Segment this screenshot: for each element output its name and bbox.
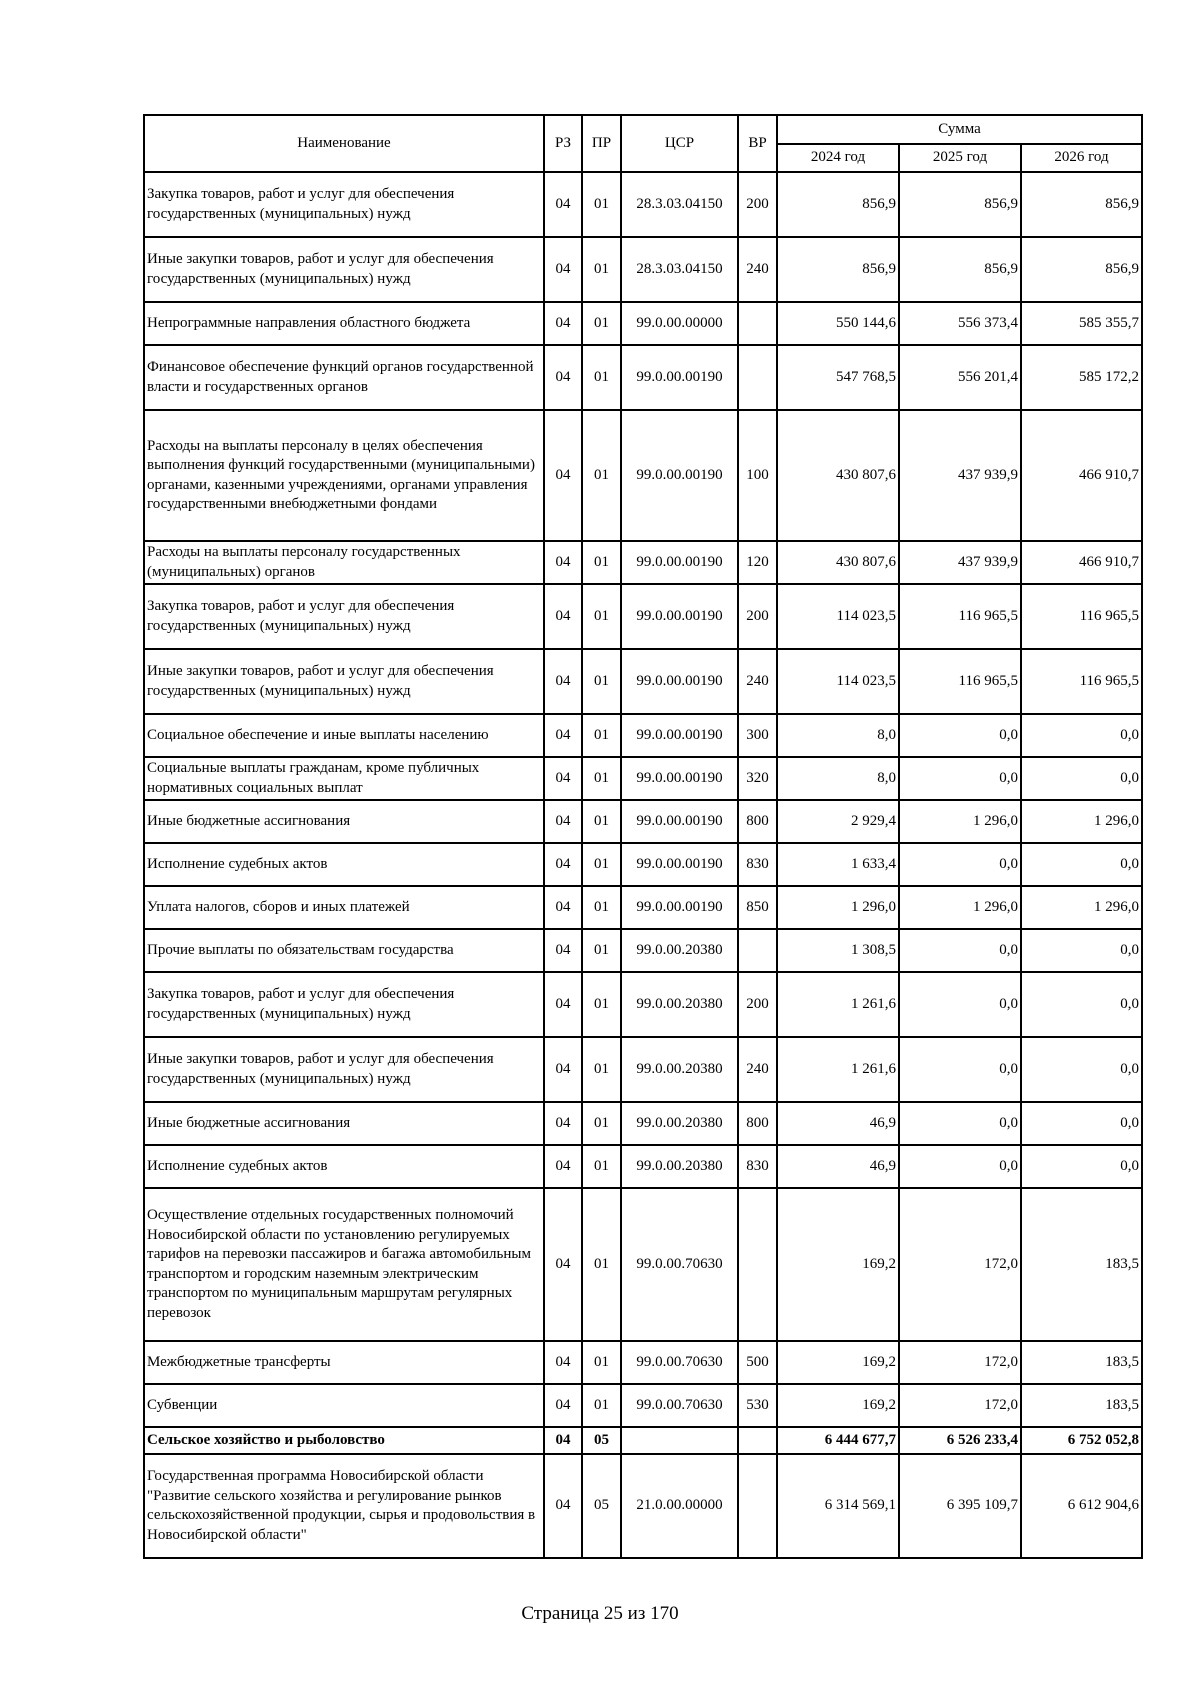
cell-csr: 99.0.00.00190 <box>621 541 738 584</box>
cell-vr: 800 <box>738 1102 777 1145</box>
cell-y2025: 172,0 <box>899 1384 1021 1427</box>
cell-y2025: 6 395 109,7 <box>899 1454 1021 1558</box>
cell-y2025: 1 296,0 <box>899 886 1021 929</box>
cell-rz: 04 <box>544 800 582 843</box>
cell-y2024: 856,9 <box>777 172 899 237</box>
cell-vr <box>738 345 777 410</box>
cell-y2026: 183,5 <box>1021 1341 1142 1384</box>
header-rz: РЗ <box>544 115 582 172</box>
cell-name: Расходы на выплаты персоналу в целях обеспечения выполнения функций государственными (муниципальными) органами, казенными учреждениями, органами управления государственными внебюджетными фондами <box>144 410 544 541</box>
table-row <box>144 1341 1142 1384</box>
cell-y2026: 116 965,5 <box>1021 584 1142 649</box>
cell-y2026: 466 910,7 <box>1021 541 1142 584</box>
cell-pr: 01 <box>582 1188 621 1341</box>
header-csr: ЦСР <box>621 115 738 172</box>
cell-rz: 04 <box>544 1427 582 1454</box>
cell-y2024: 114 023,5 <box>777 649 899 714</box>
cell-y2025: 0,0 <box>899 757 1021 800</box>
cell-rz: 04 <box>544 972 582 1037</box>
cell-y2024: 1 308,5 <box>777 929 899 972</box>
cell-name: Уплата налогов, сборов и иных платежей <box>144 886 544 929</box>
cell-y2026: 466 910,7 <box>1021 410 1142 541</box>
cell-pr: 01 <box>582 302 621 345</box>
cell-y2026: 1 296,0 <box>1021 800 1142 843</box>
table-row <box>144 1384 1142 1427</box>
cell-csr: 99.0.00.00190 <box>621 800 738 843</box>
cell-pr: 01 <box>582 237 621 302</box>
cell-rz: 04 <box>544 843 582 886</box>
cell-name: Государственная программа Новосибирской области "Развитие сельского хозяйства и регулирование рынков сельскохозяйственной продукции, сырья и продовольствия в Новосибирской области" <box>144 1454 544 1558</box>
cell-y2026: 856,9 <box>1021 172 1142 237</box>
table-row <box>144 541 1142 584</box>
cell-y2026: 116 965,5 <box>1021 649 1142 714</box>
table-row <box>144 302 1142 345</box>
cell-rz: 04 <box>544 757 582 800</box>
cell-name: Иные бюджетные ассигнования <box>144 800 544 843</box>
cell-pr: 01 <box>582 929 621 972</box>
cell-y2024: 547 768,5 <box>777 345 899 410</box>
cell-vr: 500 <box>738 1341 777 1384</box>
cell-pr: 01 <box>582 972 621 1037</box>
cell-y2025: 0,0 <box>899 843 1021 886</box>
cell-pr: 01 <box>582 843 621 886</box>
cell-y2025: 172,0 <box>899 1188 1021 1341</box>
cell-csr: 99.0.00.70630 <box>621 1188 738 1341</box>
cell-name: Социальное обеспечение и иные выплаты населению <box>144 714 544 757</box>
cell-rz: 04 <box>544 172 582 237</box>
cell-csr: 28.3.03.04150 <box>621 237 738 302</box>
cell-vr <box>738 1427 777 1454</box>
cell-y2025: 856,9 <box>899 237 1021 302</box>
cell-csr: 99.0.00.70630 <box>621 1384 738 1427</box>
cell-y2024: 169,2 <box>777 1188 899 1341</box>
cell-name: Иные закупки товаров, работ и услуг для обеспечения государственных (муниципальных) нужд <box>144 649 544 714</box>
cell-y2024: 1 633,4 <box>777 843 899 886</box>
table-row <box>144 172 1142 237</box>
cell-pr: 01 <box>582 410 621 541</box>
cell-vr: 320 <box>738 757 777 800</box>
cell-y2024: 6 314 569,1 <box>777 1454 899 1558</box>
cell-name: Закупка товаров, работ и услуг для обеспечения государственных (муниципальных) нужд <box>144 972 544 1037</box>
cell-y2025: 0,0 <box>899 1037 1021 1102</box>
cell-rz: 04 <box>544 1454 582 1558</box>
cell-y2026: 1 296,0 <box>1021 886 1142 929</box>
cell-rz: 04 <box>544 929 582 972</box>
cell-name: Исполнение судебных актов <box>144 843 544 886</box>
cell-y2025: 556 373,4 <box>899 302 1021 345</box>
cell-y2024: 430 807,6 <box>777 410 899 541</box>
cell-rz: 04 <box>544 1102 582 1145</box>
cell-y2026: 183,5 <box>1021 1384 1142 1427</box>
cell-vr: 830 <box>738 1145 777 1188</box>
cell-rz: 04 <box>544 1188 582 1341</box>
cell-rz: 04 <box>544 1384 582 1427</box>
cell-pr: 01 <box>582 714 621 757</box>
cell-y2025: 856,9 <box>899 172 1021 237</box>
cell-vr <box>738 929 777 972</box>
cell-vr: 800 <box>738 800 777 843</box>
cell-y2024: 430 807,6 <box>777 541 899 584</box>
budget-table <box>143 114 1143 1559</box>
cell-vr: 240 <box>738 237 777 302</box>
cell-y2025: 116 965,5 <box>899 649 1021 714</box>
cell-rz: 04 <box>544 345 582 410</box>
cell-csr: 99.0.00.20380 <box>621 929 738 972</box>
header-pr: ПР <box>582 115 621 172</box>
cell-csr: 99.0.00.00190 <box>621 714 738 757</box>
cell-name: Закупка товаров, работ и услуг для обеспечения государственных (муниципальных) нужд <box>144 584 544 649</box>
cell-vr: 200 <box>738 972 777 1037</box>
cell-name: Прочие выплаты по обязательствам государства <box>144 929 544 972</box>
cell-csr <box>621 1427 738 1454</box>
cell-y2025: 437 939,9 <box>899 541 1021 584</box>
cell-name: Финансовое обеспечение функций органов государственной власти и государственных органов <box>144 345 544 410</box>
cell-y2025: 116 965,5 <box>899 584 1021 649</box>
cell-csr: 99.0.00.20380 <box>621 1145 738 1188</box>
cell-csr: 99.0.00.00190 <box>621 649 738 714</box>
table-row <box>144 1454 1142 1558</box>
cell-vr: 120 <box>738 541 777 584</box>
cell-y2024: 856,9 <box>777 237 899 302</box>
cell-y2026: 0,0 <box>1021 1037 1142 1102</box>
cell-y2024: 114 023,5 <box>777 584 899 649</box>
cell-y2024: 1 261,6 <box>777 972 899 1037</box>
cell-y2025: 0,0 <box>899 1102 1021 1145</box>
cell-y2024: 8,0 <box>777 714 899 757</box>
cell-name: Осуществление отдельных государственных полномочий Новосибирской области по установлению регулируемых тарифов на перевозки пассажиров и багажа автомобильным транспортом и городским наземным электрическим транспортом по муниципальным маршрутам регулярных перевозок <box>144 1188 544 1341</box>
cell-y2026: 183,5 <box>1021 1188 1142 1341</box>
cell-y2026: 585 355,7 <box>1021 302 1142 345</box>
table-row <box>144 800 1142 843</box>
header-vr: ВР <box>738 115 777 172</box>
page-number: Страница 25 из 170 <box>521 1603 679 1624</box>
cell-name: Социальные выплаты гражданам, кроме публичных нормативных социальных выплат <box>144 757 544 800</box>
cell-y2025: 556 201,4 <box>899 345 1021 410</box>
cell-y2024: 46,9 <box>777 1145 899 1188</box>
table-row <box>144 714 1142 757</box>
cell-name: Непрограммные направления областного бюджета <box>144 302 544 345</box>
cell-y2024: 169,2 <box>777 1384 899 1427</box>
cell-pr: 01 <box>582 1102 621 1145</box>
cell-name: Расходы на выплаты персоналу государственных (муниципальных) органов <box>144 541 544 584</box>
cell-name: Закупка товаров, работ и услуг для обеспечения государственных (муниципальных) нужд <box>144 172 544 237</box>
cell-vr: 240 <box>738 649 777 714</box>
cell-pr: 01 <box>582 541 621 584</box>
cell-name: Межбюджетные трансферты <box>144 1341 544 1384</box>
cell-vr: 530 <box>738 1384 777 1427</box>
cell-vr <box>738 302 777 345</box>
cell-pr: 01 <box>582 649 621 714</box>
cell-pr: 01 <box>582 800 621 843</box>
cell-y2024: 6 444 677,7 <box>777 1427 899 1454</box>
cell-pr: 01 <box>582 172 621 237</box>
cell-rz: 04 <box>544 237 582 302</box>
table-row <box>144 649 1142 714</box>
cell-y2026: 0,0 <box>1021 972 1142 1037</box>
table-body <box>144 172 1142 1558</box>
table-row <box>144 972 1142 1037</box>
cell-y2026: 6 612 904,6 <box>1021 1454 1142 1558</box>
cell-csr: 99.0.00.00000 <box>621 302 738 345</box>
cell-vr <box>738 1454 777 1558</box>
cell-y2024: 8,0 <box>777 757 899 800</box>
cell-y2025: 6 526 233,4 <box>899 1427 1021 1454</box>
header-year-2025: 2025 год <box>899 144 1021 172</box>
table-row <box>144 410 1142 541</box>
table-row <box>144 1188 1142 1341</box>
cell-csr: 99.0.00.00190 <box>621 410 738 541</box>
cell-y2026: 0,0 <box>1021 929 1142 972</box>
cell-csr: 99.0.00.20380 <box>621 1102 738 1145</box>
table-row <box>144 929 1142 972</box>
table-row <box>144 1145 1142 1188</box>
cell-csr: 99.0.00.00190 <box>621 843 738 886</box>
cell-vr: 200 <box>738 584 777 649</box>
cell-rz: 04 <box>544 649 582 714</box>
table-row <box>144 1037 1142 1102</box>
cell-csr: 99.0.00.20380 <box>621 972 738 1037</box>
cell-vr: 300 <box>738 714 777 757</box>
cell-y2025: 0,0 <box>899 1145 1021 1188</box>
table-row <box>144 1427 1142 1454</box>
cell-pr: 01 <box>582 345 621 410</box>
cell-csr: 99.0.00.00190 <box>621 345 738 410</box>
cell-vr: 830 <box>738 843 777 886</box>
cell-y2024: 46,9 <box>777 1102 899 1145</box>
header-name: Наименование <box>144 115 544 172</box>
cell-name: Иные бюджетные ассигнования <box>144 1102 544 1145</box>
cell-rz: 04 <box>544 1341 582 1384</box>
cell-pr: 01 <box>582 584 621 649</box>
cell-y2026: 0,0 <box>1021 714 1142 757</box>
cell-pr: 05 <box>582 1427 621 1454</box>
cell-name: Субвенции <box>144 1384 544 1427</box>
cell-rz: 04 <box>544 410 582 541</box>
table-row <box>144 584 1142 649</box>
cell-y2025: 0,0 <box>899 714 1021 757</box>
cell-rz: 04 <box>544 584 582 649</box>
cell-vr: 100 <box>738 410 777 541</box>
table-row <box>144 237 1142 302</box>
cell-csr: 99.0.00.70630 <box>621 1341 738 1384</box>
cell-vr: 850 <box>738 886 777 929</box>
table-row <box>144 1102 1142 1145</box>
cell-csr: 99.0.00.00190 <box>621 886 738 929</box>
cell-y2026: 856,9 <box>1021 237 1142 302</box>
cell-name: Сельское хозяйство и рыболовство <box>144 1427 544 1454</box>
cell-y2026: 6 752 052,8 <box>1021 1427 1142 1454</box>
cell-rz: 04 <box>544 714 582 757</box>
cell-rz: 04 <box>544 541 582 584</box>
cell-pr: 01 <box>582 757 621 800</box>
cell-csr: 99.0.00.20380 <box>621 1037 738 1102</box>
table-row <box>144 757 1142 800</box>
cell-y2025: 172,0 <box>899 1341 1021 1384</box>
cell-vr: 240 <box>738 1037 777 1102</box>
cell-y2026: 0,0 <box>1021 757 1142 800</box>
cell-rz: 04 <box>544 1037 582 1102</box>
cell-y2026: 0,0 <box>1021 1145 1142 1188</box>
header-year-2026: 2026 год <box>1021 144 1142 172</box>
cell-y2024: 169,2 <box>777 1341 899 1384</box>
table-row <box>144 843 1142 886</box>
cell-y2026: 585 172,2 <box>1021 345 1142 410</box>
cell-pr: 01 <box>582 886 621 929</box>
cell-y2024: 2 929,4 <box>777 800 899 843</box>
cell-pr: 01 <box>582 1341 621 1384</box>
cell-name: Иные закупки товаров, работ и услуг для обеспечения государственных (муниципальных) нужд <box>144 237 544 302</box>
cell-pr: 01 <box>582 1384 621 1427</box>
cell-y2026: 0,0 <box>1021 843 1142 886</box>
cell-name: Иные закупки товаров, работ и услуг для обеспечения государственных (муниципальных) нужд <box>144 1037 544 1102</box>
header-sum: Сумма <box>777 115 1142 144</box>
cell-y2025: 0,0 <box>899 972 1021 1037</box>
cell-csr: 28.3.03.04150 <box>621 172 738 237</box>
cell-csr: 99.0.00.00190 <box>621 757 738 800</box>
cell-vr <box>738 1188 777 1341</box>
cell-pr: 01 <box>582 1145 621 1188</box>
cell-y2024: 1 296,0 <box>777 886 899 929</box>
cell-vr: 200 <box>738 172 777 237</box>
cell-y2024: 550 144,6 <box>777 302 899 345</box>
cell-rz: 04 <box>544 302 582 345</box>
cell-rz: 04 <box>544 1145 582 1188</box>
cell-csr: 21.0.00.00000 <box>621 1454 738 1558</box>
cell-pr: 05 <box>582 1454 621 1558</box>
cell-pr: 01 <box>582 1037 621 1102</box>
cell-y2025: 1 296,0 <box>899 800 1021 843</box>
table-row <box>144 345 1142 410</box>
cell-y2025: 437 939,9 <box>899 410 1021 541</box>
cell-rz: 04 <box>544 886 582 929</box>
cell-y2025: 0,0 <box>899 929 1021 972</box>
cell-y2024: 1 261,6 <box>777 1037 899 1102</box>
cell-csr: 99.0.00.00190 <box>621 584 738 649</box>
header-year-2024: 2024 год <box>777 144 899 172</box>
table-row <box>144 886 1142 929</box>
cell-name: Исполнение судебных актов <box>144 1145 544 1188</box>
cell-y2026: 0,0 <box>1021 1102 1142 1145</box>
